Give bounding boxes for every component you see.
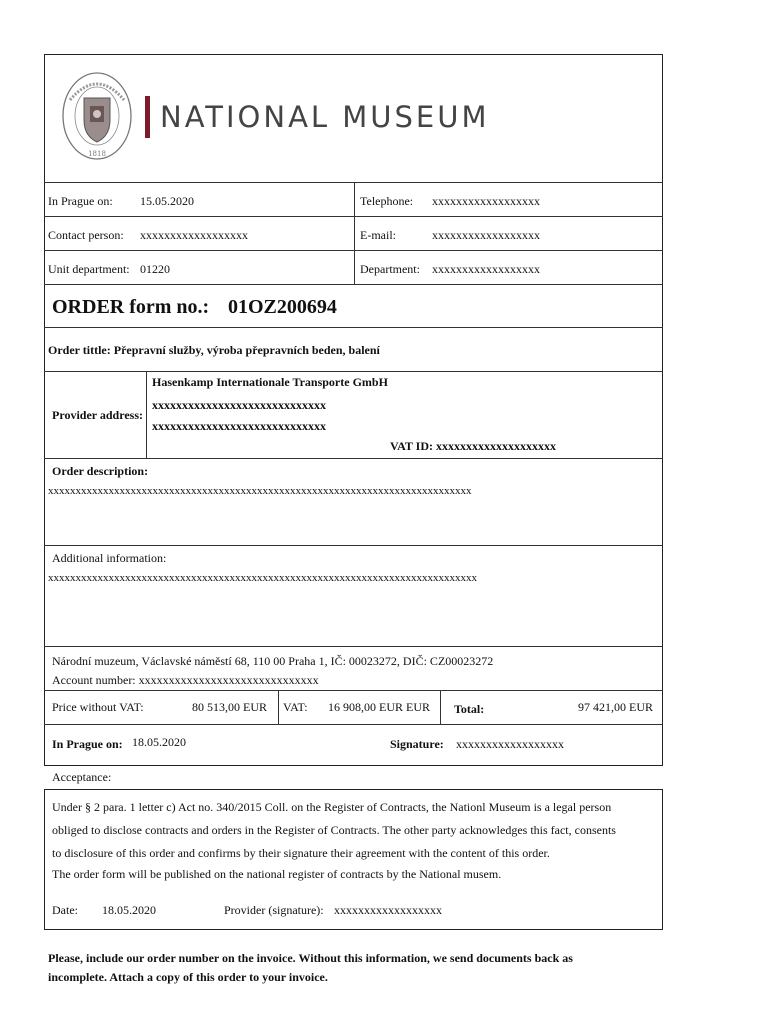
price-without-vat-label: Price without VAT: xyxy=(52,700,144,714)
signature-label: Signature: xyxy=(390,737,444,751)
total-value: 97 421,00 EUR xyxy=(578,700,653,714)
acceptance-date-value: 18.05.2020 xyxy=(102,903,156,917)
unit-department-label: Unit department: xyxy=(48,262,130,276)
unit-department-value: 01220 xyxy=(140,262,170,276)
contact-person-value: xxxxxxxxxxxxxxxxxx xyxy=(140,228,248,242)
acceptance-text-line-4: The order form will be published on the national register of contracts by the National musem. xyxy=(52,867,502,881)
contact-person-label: Contact person: xyxy=(48,228,124,242)
provider-address-label: Provider address: xyxy=(52,408,144,422)
in-prague-date: 15.05.2020 xyxy=(140,194,194,208)
logo-accent-bar xyxy=(145,96,150,138)
signature-value: xxxxxxxxxxxxxxxxxx xyxy=(456,737,564,751)
footer-note-line-1: Please, include our order number on the invoice. Without this information, we send documents back as xyxy=(48,951,573,965)
telephone-value: xxxxxxxxxxxxxxxxxx xyxy=(432,194,540,208)
additional-info-text: xxxxxxxxxxxxxxxxxxxxxxxxxxxxxxxxxxxxxxxxxxxxxxxxxxxxxxxxxxxxxxxxxxxxxxxxxxxxxx xyxy=(48,572,477,584)
provider-vat-id: VAT ID: xxxxxxxxxxxxxxxxxxxx xyxy=(390,439,557,453)
order-description-label: Order description: xyxy=(52,464,149,478)
provider-signature-value: xxxxxxxxxxxxxxxxxx xyxy=(334,903,442,917)
additional-info-label: Additional information: xyxy=(52,551,167,565)
provider-signature-label: Provider (signature): xyxy=(224,903,324,917)
acceptance-text-line-2: obliged to disclose contracts and orders in the Register of Contracts. The other party acknowledges this fact, consents xyxy=(52,823,616,837)
signoff-prague-date: 18.05.2020 xyxy=(132,735,186,749)
order-description-text: xxxxxxxxxxxxxxxxxxxxxxxxxxxxxxxxxxxxxxxxxxxxxxxxxxxxxxxxxxxxxxxxxxxxxxxxxxxxx xyxy=(48,485,472,497)
provider-address-line-2: xxxxxxxxxxxxxxxxxxxxxxxxxxxxx xyxy=(152,419,326,433)
department-label: Department: xyxy=(360,262,420,276)
footer-note-line-2: incomplete. Attach a copy of this order to your invoice. xyxy=(48,970,328,984)
provider-address-line-1: xxxxxxxxxxxxxxxxxxxxxxxxxxxxx xyxy=(152,398,326,412)
museum-address: Národní muzeum, Václavské náměstí 68, 110 00 Praha 1, IČ: 00023272, DIČ: CZ00023272 xyxy=(52,654,494,668)
telephone-label: Telephone: xyxy=(360,194,414,208)
acceptance-text-line-1: Under § 2 para. 1 letter c) Act no. 340/2015 Coll. on the Register of Contracts, the Nationl Museum is a legal person xyxy=(52,800,612,814)
department-value: xxxxxxxxxxxxxxxxxx xyxy=(432,262,540,276)
acceptance-date-label: Date: xyxy=(52,903,78,917)
in-prague-label: In Prague on: xyxy=(48,194,113,208)
total-label: Total: xyxy=(454,702,485,716)
svg-text:1818: 1818 xyxy=(88,150,106,158)
museum-logo-wordmark: NATIONAL MUSEUM xyxy=(160,100,490,134)
price-without-vat-value: 80 513,00 EUR xyxy=(192,700,267,714)
email-value: xxxxxxxxxxxxxxxxxx xyxy=(432,228,540,242)
acceptance-text-line-3: to disclosure of this order and confirms by their signature their agreement with the content of this order. xyxy=(52,846,550,860)
account-number: Account number: xxxxxxxxxxxxxxxxxxxxxxxxxxxxxx xyxy=(52,673,319,687)
vat-value: 16 908,00 EUR EUR xyxy=(328,700,430,714)
email-label: E-mail: xyxy=(360,228,396,242)
order-form-title: ORDER form no.: xyxy=(52,296,210,318)
signoff-prague-label: In Prague on: xyxy=(52,737,123,751)
museum-seal-logo xyxy=(60,70,134,162)
order-form-number: 01OZ200694 xyxy=(228,296,337,318)
vat-label: VAT: xyxy=(283,700,308,714)
acceptance-label: Acceptance: xyxy=(52,770,112,784)
order-title-line: Order tittle: Přepravní služby, výroba přepravních beden, balení xyxy=(48,343,380,357)
provider-name: Hasenkamp Internationale Transporte GmbH xyxy=(152,375,388,389)
